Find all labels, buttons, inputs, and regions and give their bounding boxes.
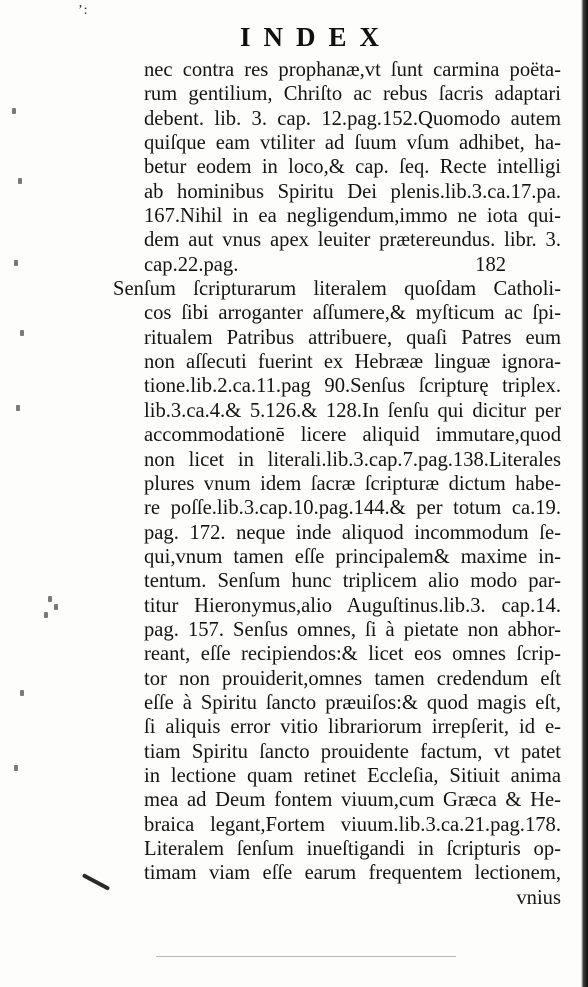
- margin-speck: [16, 405, 20, 411]
- text-line: 167.Nihil in ea negligendum,immo ne iota qui-: [144, 205, 561, 228]
- book-spine-shadow: [581, 0, 588, 987]
- index-entries: [113, 58, 561, 910]
- text-line: pag. 172. neque inde aliquod incommodum ſe-: [144, 521, 561, 544]
- text-line: lib.3.ca.4.& 5.126.& 128.In ſenſu qui dicitur per: [144, 399, 561, 422]
- text-line: tor non prouiderit,omnes tamen credendum eſt: [144, 667, 561, 690]
- text-line: re poſſe.lib.3.cap.10.pag.144.& per totum ca.19.: [144, 497, 561, 520]
- entry-heading-line: Senſum ſcripturarum literalem quoſdam Catholi-: [113, 278, 561, 301]
- corner-mark: ʼ:: [78, 3, 89, 18]
- text-line: tiam Spiritu ſancto prouidente factum, vt patet: [144, 740, 561, 763]
- text-line: reant, eſſe recipiendos:& licet eos omnes ſcrip-: [144, 643, 561, 666]
- text-line: pag. 157. Senſus omnes, ſi à pietate non abhor-: [144, 618, 561, 641]
- text-line: non aſſecuti fuerint ex Hebrææ linguæ ignora-: [144, 351, 561, 374]
- margin-speck: [18, 178, 22, 184]
- text-line: mea ad Deum fontem viuum,cum Græca & He-: [144, 789, 561, 812]
- text-line: in lectione quam retinet Eccleſia, Sitiuit anima: [144, 764, 561, 787]
- text-line: timam viam eſſe earum frequentem lectionem,: [144, 862, 561, 885]
- text-line: non licet in literali.lib.3.cap.7.pag.138.Literales: [144, 448, 561, 471]
- text-line: dem aut vnus apex leuiter prætereundus. libr. 3.: [144, 229, 561, 252]
- text-line: ritualem Patribus attribuere, quaſi Patres eum: [144, 326, 561, 349]
- text-line: rum gentilium, Chriſto ac rebus ſacris adaptari: [144, 83, 561, 106]
- text-line: tione.lib.2.ca.11.pag 90.Senſus ſcripturę triplex.: [144, 375, 561, 398]
- page-bottom-rule: [156, 956, 456, 957]
- text-line: quiſque eam vtiliter ad ſuum vſum adhibet, ha-: [144, 132, 561, 155]
- text-line: ſi aliquis error vitio librariorum irrepſerit, id e-: [144, 716, 561, 739]
- text-line: tentum. Senſum hunc triplicem alio modo par-: [144, 570, 561, 593]
- text-line: debent. lib. 3. cap. 12.pag.152.Quomodo autem: [144, 107, 561, 130]
- text-line: accommodationē licere aliquid immutare,quod: [144, 424, 561, 447]
- text-line: qui,vnum tamen eſſe principalem& maxime in-: [144, 545, 561, 568]
- margin-speck: [20, 330, 24, 336]
- margin-speck: [14, 260, 18, 266]
- page-header: INDEX: [240, 22, 393, 52]
- margin-speck: [44, 612, 48, 618]
- text-line: cos ſibi arroganter aſſumere,& myſticum ac ſpi-: [144, 302, 561, 325]
- margin-speck: [14, 765, 18, 771]
- text-line: Literalem ſenſum inueſtigandi in ſcripturis op-: [144, 838, 561, 860]
- margin-speck: [12, 108, 16, 114]
- catchword: vnius: [516, 886, 561, 909]
- margin-speck: [20, 690, 24, 696]
- text-line: ab hominibus Spiritu Dei plenis.lib.3.ca.17.pa.: [144, 180, 561, 203]
- margin-speck: [54, 604, 58, 610]
- text-line: braica legant,Fortem viuum.lib.3.ca.21.pag.178.: [144, 813, 561, 836]
- text-line: plures vnum idem ſacræ ſcripturæ dictum habe-: [144, 472, 561, 495]
- text-line: titur Hieronymus,alio Auguſtinus.lib.3. cap.14.: [144, 594, 561, 617]
- text-line: nec contra res prophanæ,vt ſunt carmina poëta-: [144, 59, 561, 81]
- text-line: betur eodem in loco,& cap. ſeq. Recte intelligi: [144, 156, 561, 179]
- text-line: eſſe à Spiritu ſancto præuiſos:& quod magis eſt,: [144, 691, 561, 714]
- margin-speck: [48, 596, 52, 602]
- text-line: cap.22.pag. 182: [144, 253, 507, 276]
- ink-stroke: [82, 873, 110, 891]
